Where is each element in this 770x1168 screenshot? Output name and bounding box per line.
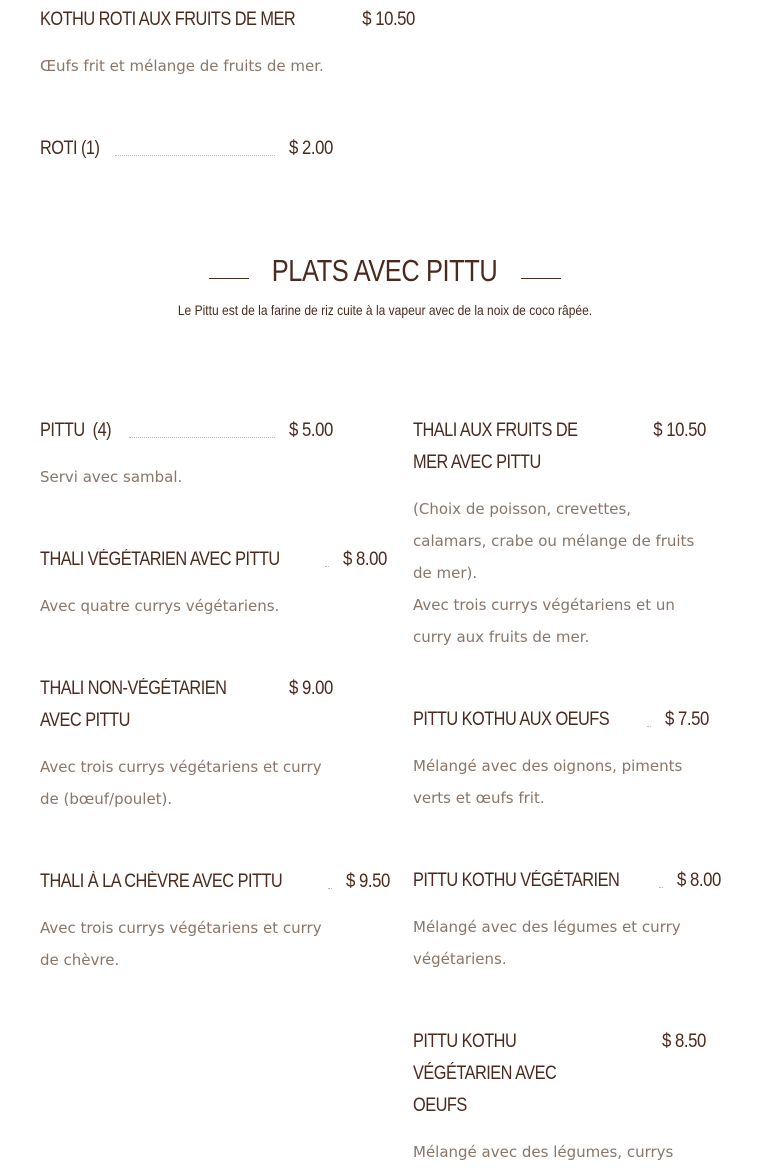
- menu-item-thali-non-vegetarien: [40, 673, 333, 815]
- menu-item-price: $ 10.50: [653, 420, 706, 441]
- menu-item-header: [40, 673, 333, 737]
- menu-item-price: $ 9.00: [289, 678, 333, 699]
- menu-item-description: (Choix de poisson, crevettes, calamars, crabe ou mélange de fruits de mer).: [413, 500, 695, 582]
- menu-item-price: $ 8.00: [342, 549, 387, 570]
- menu-item-description: Servi avec sambal.: [40, 468, 183, 486]
- menu-item-name: PITTU KOTHU AUX OEUFS: [413, 709, 610, 730]
- menu-item-header: [413, 1026, 706, 1122]
- menu-item-description: Avec quatre currys végétariens.: [40, 597, 280, 615]
- menu-item-header: [40, 544, 387, 576]
- menu-item-header: [40, 133, 333, 165]
- leader-dots: [129, 437, 276, 438]
- section-title: PLATS AVEC PITTU: [272, 253, 498, 288]
- menu-item-name: ROTI (1): [40, 138, 100, 159]
- leader-dots: [647, 726, 651, 727]
- menu-item-pittu-kothu-oeufs: [413, 704, 709, 814]
- menu-item-header: [40, 4, 415, 36]
- menu-item-price: $ 9.50: [345, 871, 390, 892]
- menu-item-name: THALI NON-VÉGÉTARIEN AVEC PITTU: [40, 678, 227, 731]
- title-rule-right: [521, 278, 561, 279]
- menu-item-description: Œufs frit et mélange de fruits de mer.: [40, 57, 324, 75]
- leader-dots: [659, 887, 663, 888]
- menu-item-pittu-kothu-vegetarien-oeufs: [413, 1026, 706, 1168]
- menu-item-name: PITTU (4): [40, 420, 112, 441]
- menu-item-description: Avec trois currys végétariens et curry de (bœuf/poulet).: [40, 758, 322, 808]
- leader-dots: [115, 155, 275, 156]
- menu-item-name: KOTHU ROTI AUX FRUITS DE MER: [40, 9, 296, 30]
- menu-item-price: $ 2.00: [289, 138, 333, 159]
- menu-item-pittu-kothu-vegetarien: [413, 865, 721, 975]
- menu-item-header: [413, 704, 709, 736]
- menu-item-header: [40, 866, 390, 898]
- menu-item-roti: [40, 133, 333, 165]
- menu-item-name: THALI À LA CHÈVRE AVEC PITTU: [40, 871, 283, 892]
- menu-item-kothu-roti-fruits-de-mer: [40, 4, 415, 82]
- menu-item-price: $ 8.00: [676, 870, 721, 891]
- leader-dots: [325, 566, 329, 567]
- menu-item-thali-vegetarien: [40, 544, 387, 622]
- menu-item-description: Mélangé avec des légumes et curry végétariens.: [413, 918, 681, 968]
- menu-item-name: THALI VÉGÉTARIEN AVEC PITTU: [40, 549, 280, 570]
- section-title-row: [0, 250, 770, 292]
- menu-item-description-extra: Avec trois currys végétariens et un curry aux fruits de mer.: [413, 596, 675, 646]
- menu-item-price: $ 10.50: [361, 9, 415, 30]
- menu-item-price: $ 8.50: [662, 1031, 706, 1052]
- menu-item-thali-fruits-de-mer: [413, 415, 706, 653]
- menu-item-header: [413, 415, 706, 479]
- menu-item-description: Avec trois currys végétariens et curry de chèvre.: [40, 919, 322, 969]
- menu-item-name: THALI AUX FRUITS DE MER AVEC PITTU: [413, 420, 578, 473]
- menu-item-price: $ 7.50: [665, 709, 709, 730]
- menu-item-header: [40, 415, 333, 447]
- menu-item-description: Mélangé avec des légumes, currys: [413, 1143, 674, 1161]
- menu-item-thali-chevre: [40, 866, 390, 976]
- menu-item-header: [413, 865, 721, 897]
- section-header: [0, 250, 770, 318]
- menu-item-pittu: [40, 415, 333, 493]
- section-subtitle: Le Pittu est de la farine de riz cuite à la vapeur avec de la noix de coco râpée.: [177, 302, 593, 318]
- leader-dots: [328, 888, 332, 889]
- menu-item-name: PITTU KOTHU VÉGÉTARIEN: [413, 870, 620, 891]
- menu-item-description: Mélangé avec des oignons, piments verts et œufs frit.: [413, 757, 683, 807]
- menu-item-name: PITTU KOTHU VÉGÉTARIEN AVEC OEUFS: [413, 1031, 557, 1116]
- menu-item-price: $ 5.00: [289, 420, 333, 441]
- title-rule-left: [209, 278, 249, 279]
